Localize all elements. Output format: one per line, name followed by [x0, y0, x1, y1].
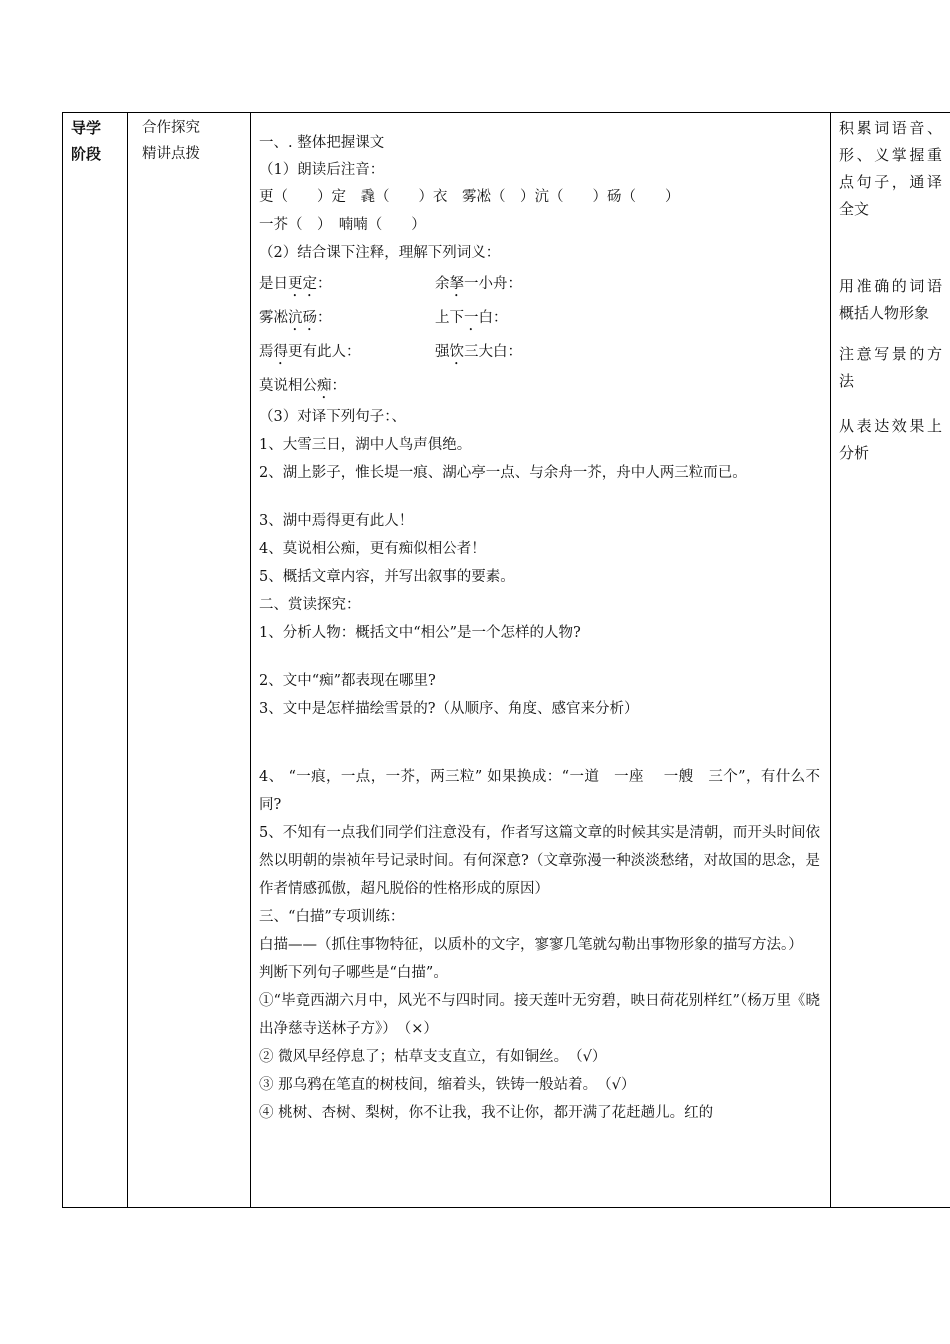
content-cell — [251, 113, 831, 1208]
note-3: 注意写景的方法 — [839, 345, 942, 390]
section-2-title: 二、赏读探究： — [259, 597, 361, 613]
note-4: 从表达效果上分析 — [839, 417, 942, 462]
spacer — [259, 723, 820, 763]
analysis-item-5: 5、不知有一点我们同学们注意没有，作者写这篇文章的时候其实是清朝，而开头时间依然以明朝的崇祯年号记录时间。有何深意?（文章弥漫一种淡淡愁绪，对故国的思念，是作者情感孤傲，超凡脱俗的性格形成的原因） — [259, 825, 820, 897]
translate-item-1: 1、大雪三日，湖中人鸟声俱绝。 — [259, 437, 472, 453]
word-row-4 — [259, 369, 820, 403]
word-suffix: 白： — [478, 310, 508, 326]
word-prefix: 余 — [435, 276, 450, 292]
translate-item-2: 2、湖上影子，惟长堤一痕、湖心亭一点、与余舟一芥，舟中人两三粒而已。 — [259, 465, 747, 481]
word-item — [435, 276, 522, 292]
word-item — [259, 301, 435, 335]
word-suffix: 一小舟： — [464, 276, 522, 292]
baimiao-judge-prompt: 判断下列句子哪些是“白描”。 — [259, 965, 448, 981]
lesson-table — [62, 112, 950, 1208]
example-item-4: ④ 桃树、杏树、梨树，你不让我，我不让你，都开满了花赶趟儿。红的 — [259, 1105, 714, 1121]
word-suffix: ： — [317, 310, 332, 326]
word-prefix: 焉 — [259, 344, 274, 360]
example-item-2: ② 微风早经停息了；枯草支支直立，有如铜丝。 （√） — [259, 1049, 607, 1065]
spacer — [839, 395, 942, 413]
word-key: 沆砀 — [288, 310, 317, 326]
word-suffix: 三大白： — [464, 344, 522, 360]
example-item-1: ①“毕竟西湖六月中，风光不与四时同。接天莲叶无穷碧，映日荷花别样红”（杨万里《晓出净慈寺送林子方》） （×） — [259, 993, 820, 1037]
stage-label-line1: 导学 — [71, 119, 102, 137]
stage-cell — [63, 113, 128, 1208]
word-row-3 — [259, 335, 820, 369]
analysis-item-1: 1、分析人物：概括文中“相公”是一个怎样的人物? — [259, 625, 581, 641]
activity-label-line1: 合作探究 — [142, 120, 200, 136]
word-key: 一 — [464, 310, 479, 326]
word-suffix: ： — [331, 378, 346, 394]
note-1: 积累词语音、形、义掌握重点句子，通译全文 — [839, 119, 942, 218]
analysis-item-2: 2、文中“痴”都表现在哪里? — [259, 673, 436, 689]
word-prefix: 上下 — [435, 310, 464, 326]
pinyin-line-1: 更（ ）定 毳（ ）衣 雾凇（ ）沆（ ）砀（ ） — [259, 189, 680, 205]
word-key: 痴 — [317, 378, 332, 394]
word-prefix: 是日 — [259, 276, 288, 292]
word-key: 拏 — [449, 276, 464, 292]
word-key: 饮 — [449, 344, 464, 360]
note-2: 用准确的词语概括人物形象 — [839, 277, 942, 322]
section-3-title: 三、“白描”专项训练： — [259, 909, 405, 925]
question-1-title: （1）朗读后注音： — [259, 162, 385, 178]
example-item-3: ③ 那乌鸦在笔直的树枝间，缩着头，铁铸一般站着。 （√） — [259, 1077, 636, 1093]
word-key: 得 — [273, 344, 288, 360]
word-prefix: 莫说相公 — [259, 378, 317, 394]
analysis-item-4: 4、 “一痕，一点，一芥，两三粒” 如果换成：“一道 一座 一艘 三个”，有什么不同? — [259, 769, 820, 813]
question-2-title: （2）结合课下注释，理解下列词义： — [259, 245, 501, 261]
analysis-item-3: 3、文中是怎样描绘雪景的?（从顺序、角度、感官来分析） — [259, 701, 639, 717]
word-row-2 — [259, 301, 820, 335]
word-item — [435, 310, 508, 326]
activity-cell — [128, 113, 251, 1208]
stage-label-line2: 阶段 — [71, 145, 102, 163]
question-3-title: （3）对译下列句子：、 — [259, 409, 406, 425]
word-prefix: 雾凇 — [259, 310, 288, 326]
word-key: 更定 — [288, 276, 317, 292]
translate-item-3: 3、湖中焉得更有此人！ — [259, 513, 414, 529]
translate-item-5: 5、概括文章内容，并写出叙事的要素。 — [259, 569, 515, 585]
word-suffix: 更有此人： — [288, 344, 361, 360]
activity-label-line2: 精讲点拨 — [142, 146, 200, 162]
word-prefix: 强 — [435, 344, 450, 360]
word-item — [259, 267, 435, 301]
word-row-1 — [259, 267, 820, 301]
pinyin-line-2: 一芥（ ） 喃喃（ ） — [259, 217, 426, 233]
word-suffix: ： — [317, 276, 332, 292]
baimiao-definition: 白描——（抓住事物特征，以质朴的文字，寥寥几笔就勾勒出事物形象的描写方法。） — [259, 937, 803, 953]
spacer — [839, 327, 942, 341]
translate-item-4: 4、莫说相公痴，更有痴似相公者！ — [259, 541, 486, 557]
table-row — [63, 113, 950, 1208]
spacer — [839, 223, 942, 273]
section-1-title: 一、. 整体把握课文 — [259, 135, 385, 151]
word-item — [259, 335, 435, 369]
word-item — [259, 378, 346, 394]
spacer — [259, 647, 820, 667]
notes-cell — [831, 113, 950, 1208]
spacer — [259, 487, 820, 507]
word-item — [435, 344, 522, 360]
